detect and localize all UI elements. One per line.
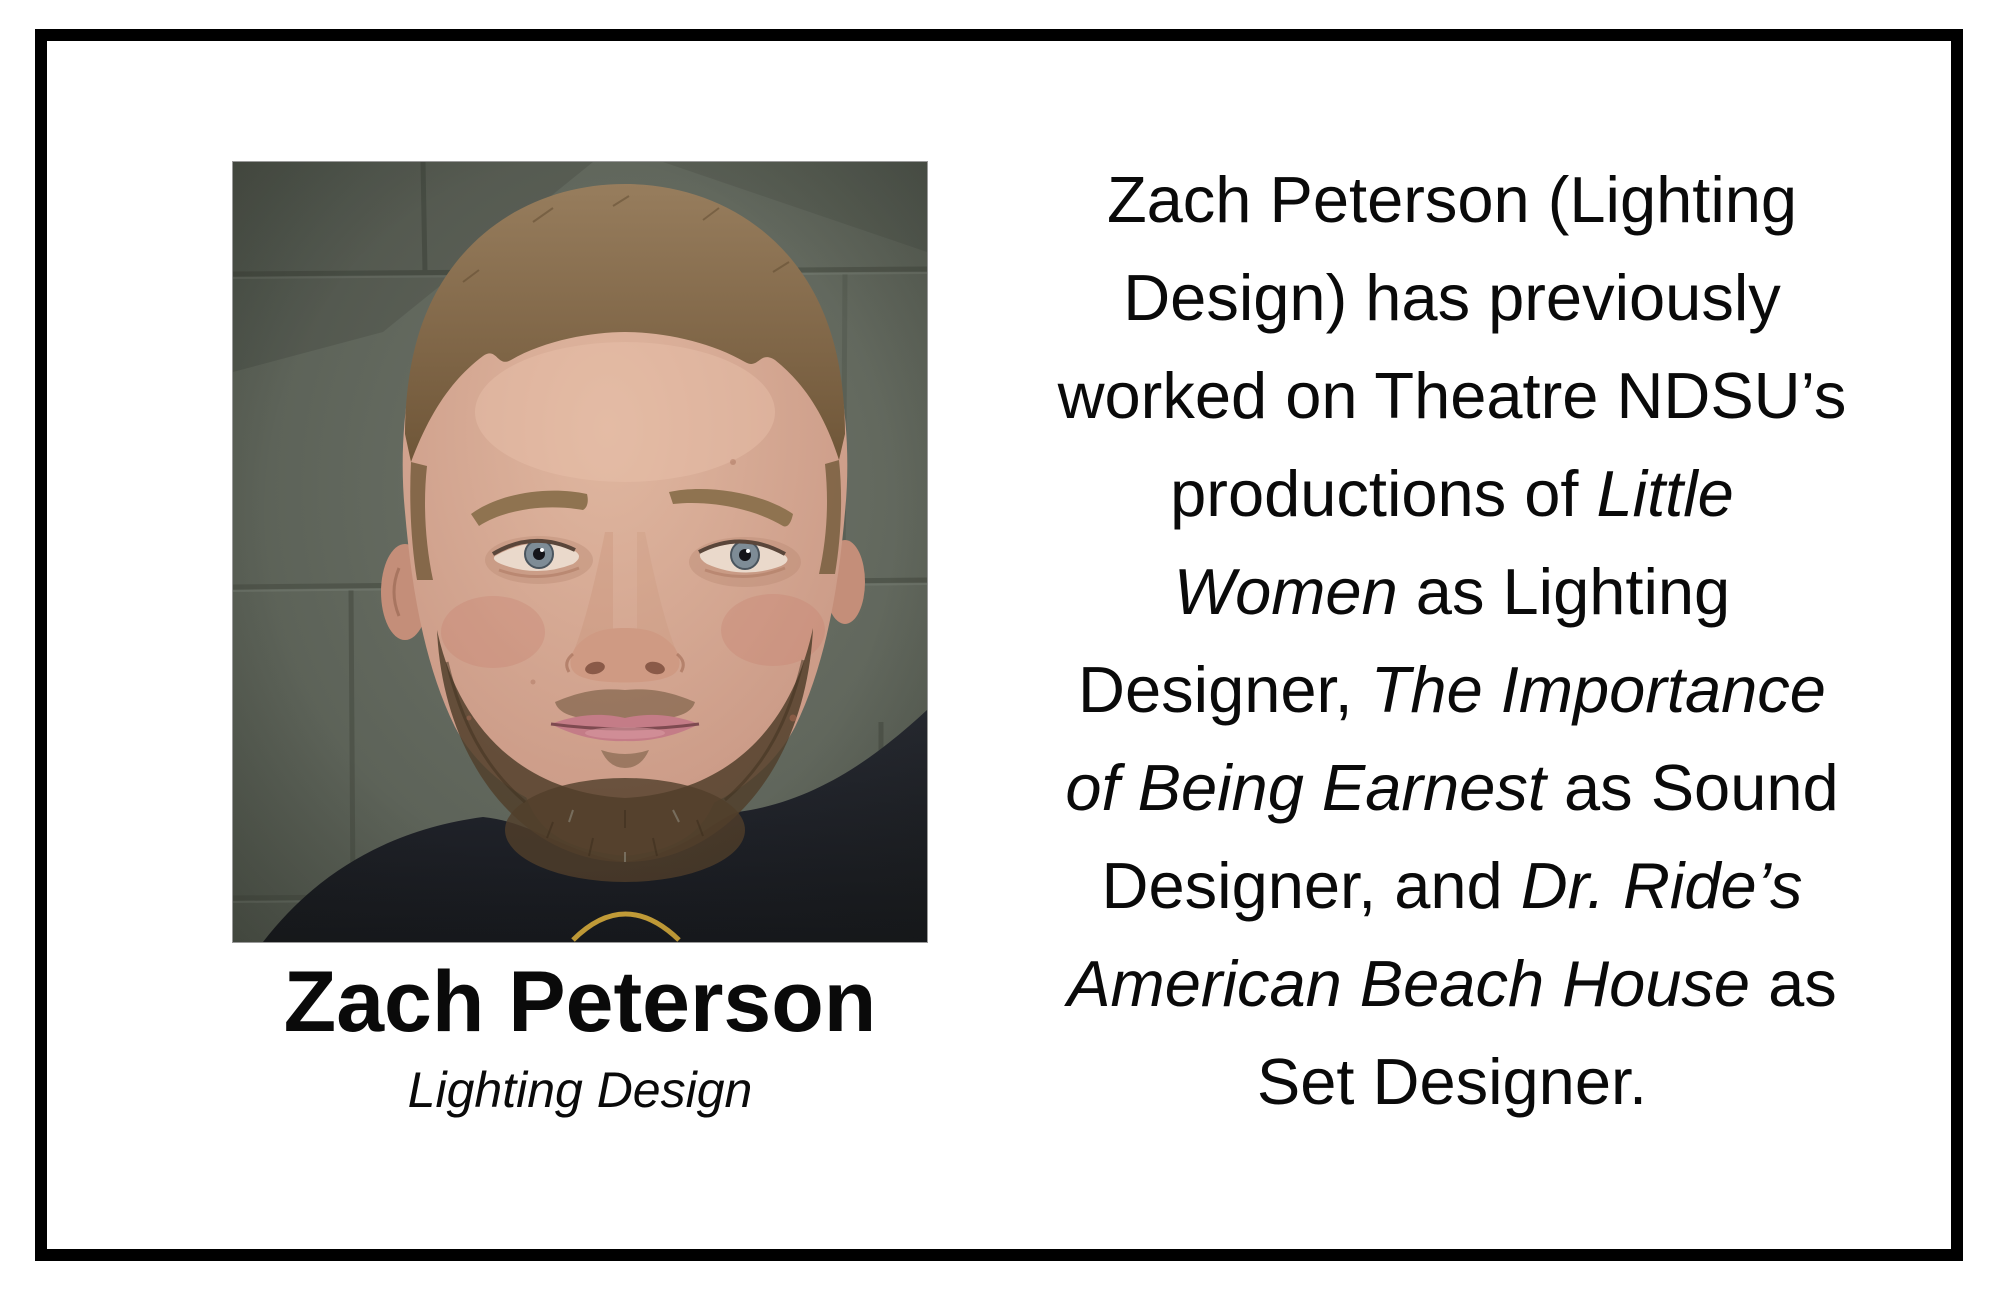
- bio-segment-italic: Little: [1596, 457, 1734, 530]
- headshot-photo: [233, 162, 927, 942]
- bio-line: [987, 347, 1917, 445]
- headshot-portrait-svg: [233, 162, 927, 942]
- bio-segment: worked on Theatre NDSU’s: [1057, 359, 1847, 432]
- bio-segment-italic: Dr. Ride’s: [1520, 849, 1803, 922]
- bio-segment-italic: American Beach House: [1067, 947, 1751, 1020]
- bio-segment: Set Designer.: [1256, 1045, 1648, 1118]
- bio-segment-italic: of Being Earnest: [1065, 751, 1546, 824]
- bio-segment: Designer, and: [1101, 849, 1521, 922]
- bio-segment: as Lighting: [1397, 555, 1731, 628]
- bio-segment: as Sound: [1545, 751, 1839, 824]
- bio-segment: Zach Peterson (Lighting: [1106, 163, 1798, 236]
- bio-segment-italic: The Importance: [1370, 653, 1826, 726]
- bio-line: [987, 641, 1917, 739]
- bio-line: [987, 935, 1917, 1033]
- bio-text: [987, 151, 1917, 1131]
- bio-line: [987, 151, 1917, 249]
- bio-segment: productions of: [1170, 457, 1597, 530]
- bio-line: [987, 543, 1917, 641]
- photo-vignette: [233, 162, 927, 942]
- bio-segment-italic: Women: [1173, 555, 1398, 628]
- bio-line: [987, 445, 1917, 543]
- bio-segment: as: [1750, 947, 1837, 1020]
- bio-line: [987, 249, 1917, 347]
- person-role: Lighting Design: [407, 1062, 753, 1118]
- bio-line: [987, 739, 1917, 837]
- bio-segment: Design) has previously: [1123, 261, 1781, 334]
- bio-line: [987, 837, 1917, 935]
- person-name: Zach Peterson: [283, 954, 877, 1050]
- bio-segment: Designer,: [1078, 653, 1371, 726]
- bio-line: [987, 1033, 1917, 1131]
